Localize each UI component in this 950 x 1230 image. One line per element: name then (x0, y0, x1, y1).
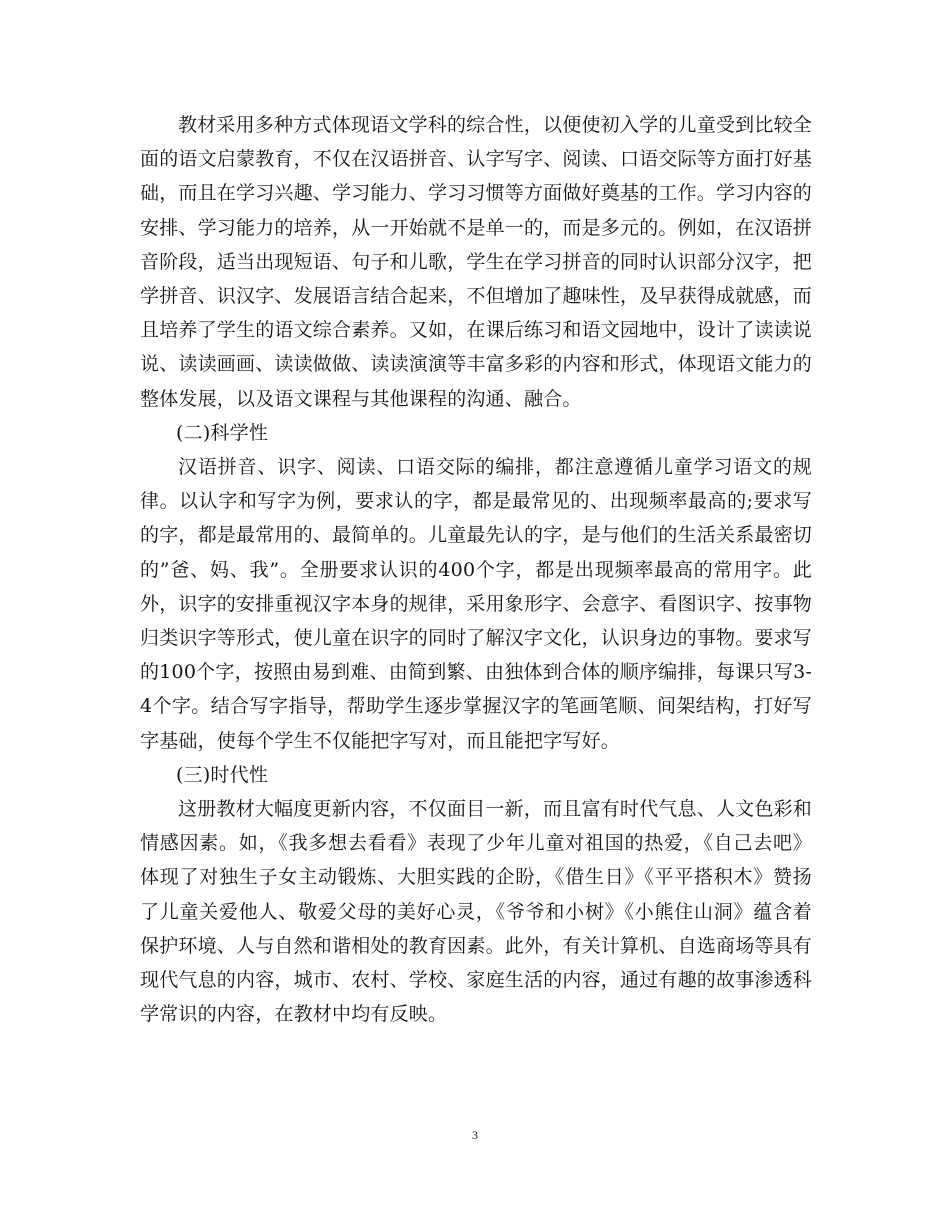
section-heading-modernity: (三)时代性 (176, 763, 269, 786)
page-number: 3 (472, 1128, 478, 1142)
paragraph-modernity: 这册教材大幅度更新内容，不仅面目一新，而且富有时代气息、人文色彩和情感因素。如，《我多想去看看》表现了少年儿童对祖国的热爱，《自己去吧》体现了对独生子女主动锻炼、大胆实践的企盼，《借生日》《平平搭积木》赞扬了儿童关爱他人、敬爱父母的美好心灵，《爷爷和小树》《小熊住山洞》蕴含着保护环境、人与自然和谐相处的教育因素。此外，有关计算机、自选商场等具有现代气息的内容，城市、农村、学校、家庭生活的内容，通过有趣的故事渗透科学常识的内容，在教材中均有反映。 (140, 798, 813, 1026)
paragraph-science: 汉语拼音、识字、阅读、口语交际的编排，都注意遵循儿童学习语文的规律。以认字和写字为例，要求认的字，都是最常见的、出现频率最高的;要求写的字，都是最常用的、最简单的。儿童最先认的字，是与他们的生活关系最密切的”爸、妈、我”。全册要求认识的400个字，都是出现频率最高的常用字。此外，识字的安排重视汉字本身的规律，采用象形字、会意字、看图识字、按事物归类识字等形式，使儿童在识字的同时了解汉字文化，认识身边的事物。要求写的100个字，按照由易到难、由简到繁、由独体到合体的顺序编排，每课只写3-4个字。结合写字指导，帮助学生逐步掌握汉字的笔画笔顺、间架结构，打好写字基础，使每个学生不仅能把字写对，而且能把字写好。 (140, 456, 813, 752)
document-body (140, 108, 812, 1031)
section-heading-science: (二)科学性 (176, 421, 269, 444)
paragraph-integration: 教材采用多种方式体现语文学科的综合性，以便使初入学的儿童受到比较全面的语文启蒙教育，不仅在汉语拼音、认字写字、阅读、口语交际等方面打好基础，而且在学习兴趣、学习能力、学习习惯等方面做好奠基的工作。学习内容的安排、学习能力的培养，从一开始就不是单一的，而是多元的。例如，在汉语拼音阶段，适当出现短语、句子和儿歌，学生在学习拼音的同时认识部分汉字，把学拼音、识汉字、发展语言结合起来，不但增加了趣味性，及早获得成就感，而且培养了学生的语文综合素养。又如，在课后练习和语文园地中，设计了读读说说、读读画画、读读做做、读读演演等丰富多彩的内容和形式，体现语文能力的整体发展，以及语文课程与其他课程的沟通、融合。 (140, 114, 813, 410)
